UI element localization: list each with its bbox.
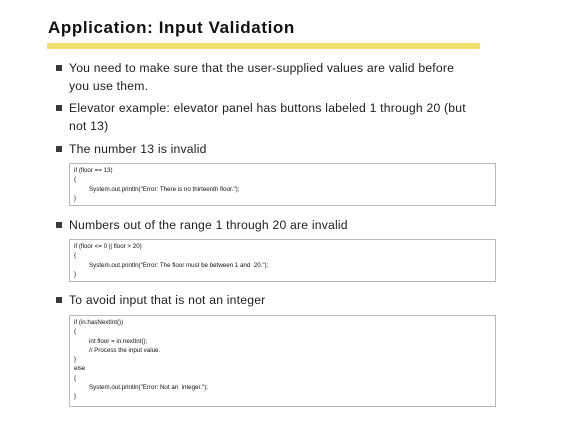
code-line: // Process the input value. [89, 346, 161, 354]
code-line: { [74, 328, 77, 336]
bullet-text [69, 140, 509, 158]
bullet-line: The number 13 is invalid [69, 142, 207, 156]
code-block [69, 315, 496, 407]
bullet-line: Numbers out of the range 1 through 20 are invalid [69, 218, 348, 232]
bullet-marker [56, 146, 62, 152]
slide-title: Application: Input Validation [48, 18, 295, 37]
bullet-line: You need to make sure that the user-supplied values are valid before [69, 61, 455, 75]
code-line: { [74, 252, 77, 260]
code-line: } [74, 393, 77, 401]
code-line: if (in.hasNextInt()) [74, 319, 124, 326]
bullet-marker [56, 222, 62, 228]
code-line: if (floor == 13) [74, 167, 113, 174]
code-line: if (floor <= 0 || floor > 20) [74, 243, 142, 250]
bullet-line: To avoid input that is not an integer [69, 293, 266, 307]
code-line: else [74, 365, 86, 373]
code-line: } [74, 356, 77, 364]
bullet-text [69, 216, 509, 234]
code-block [69, 239, 496, 282]
bullet-text [69, 99, 509, 135]
code-block [69, 163, 496, 206]
code-line: System.out.println("Error: Not an integer."); [89, 384, 208, 392]
bullet-marker [56, 297, 62, 303]
code-line: int floor = in.nextInt(); [89, 337, 148, 345]
title-underline [47, 43, 480, 49]
bullet-line: Elevator example: elevator panel has buttons labeled 1 through 20 (but [69, 101, 466, 115]
code-line: System.out.println("Error: The floor must be between 1 and 20."); [89, 261, 269, 269]
bullet-text [69, 291, 509, 309]
code-line: } [74, 194, 77, 202]
code-line: { [74, 176, 77, 184]
code-line: System.out.println("Error: There is no thirteenth floor."); [89, 185, 240, 193]
bullet-marker [56, 105, 62, 111]
bullet-text [69, 59, 509, 95]
bullet-line: not 13) [69, 119, 109, 133]
code-line: { [74, 374, 77, 382]
bullet-marker [56, 65, 62, 71]
bullet-line: you use them. [69, 79, 149, 93]
code-line: } [74, 270, 77, 278]
